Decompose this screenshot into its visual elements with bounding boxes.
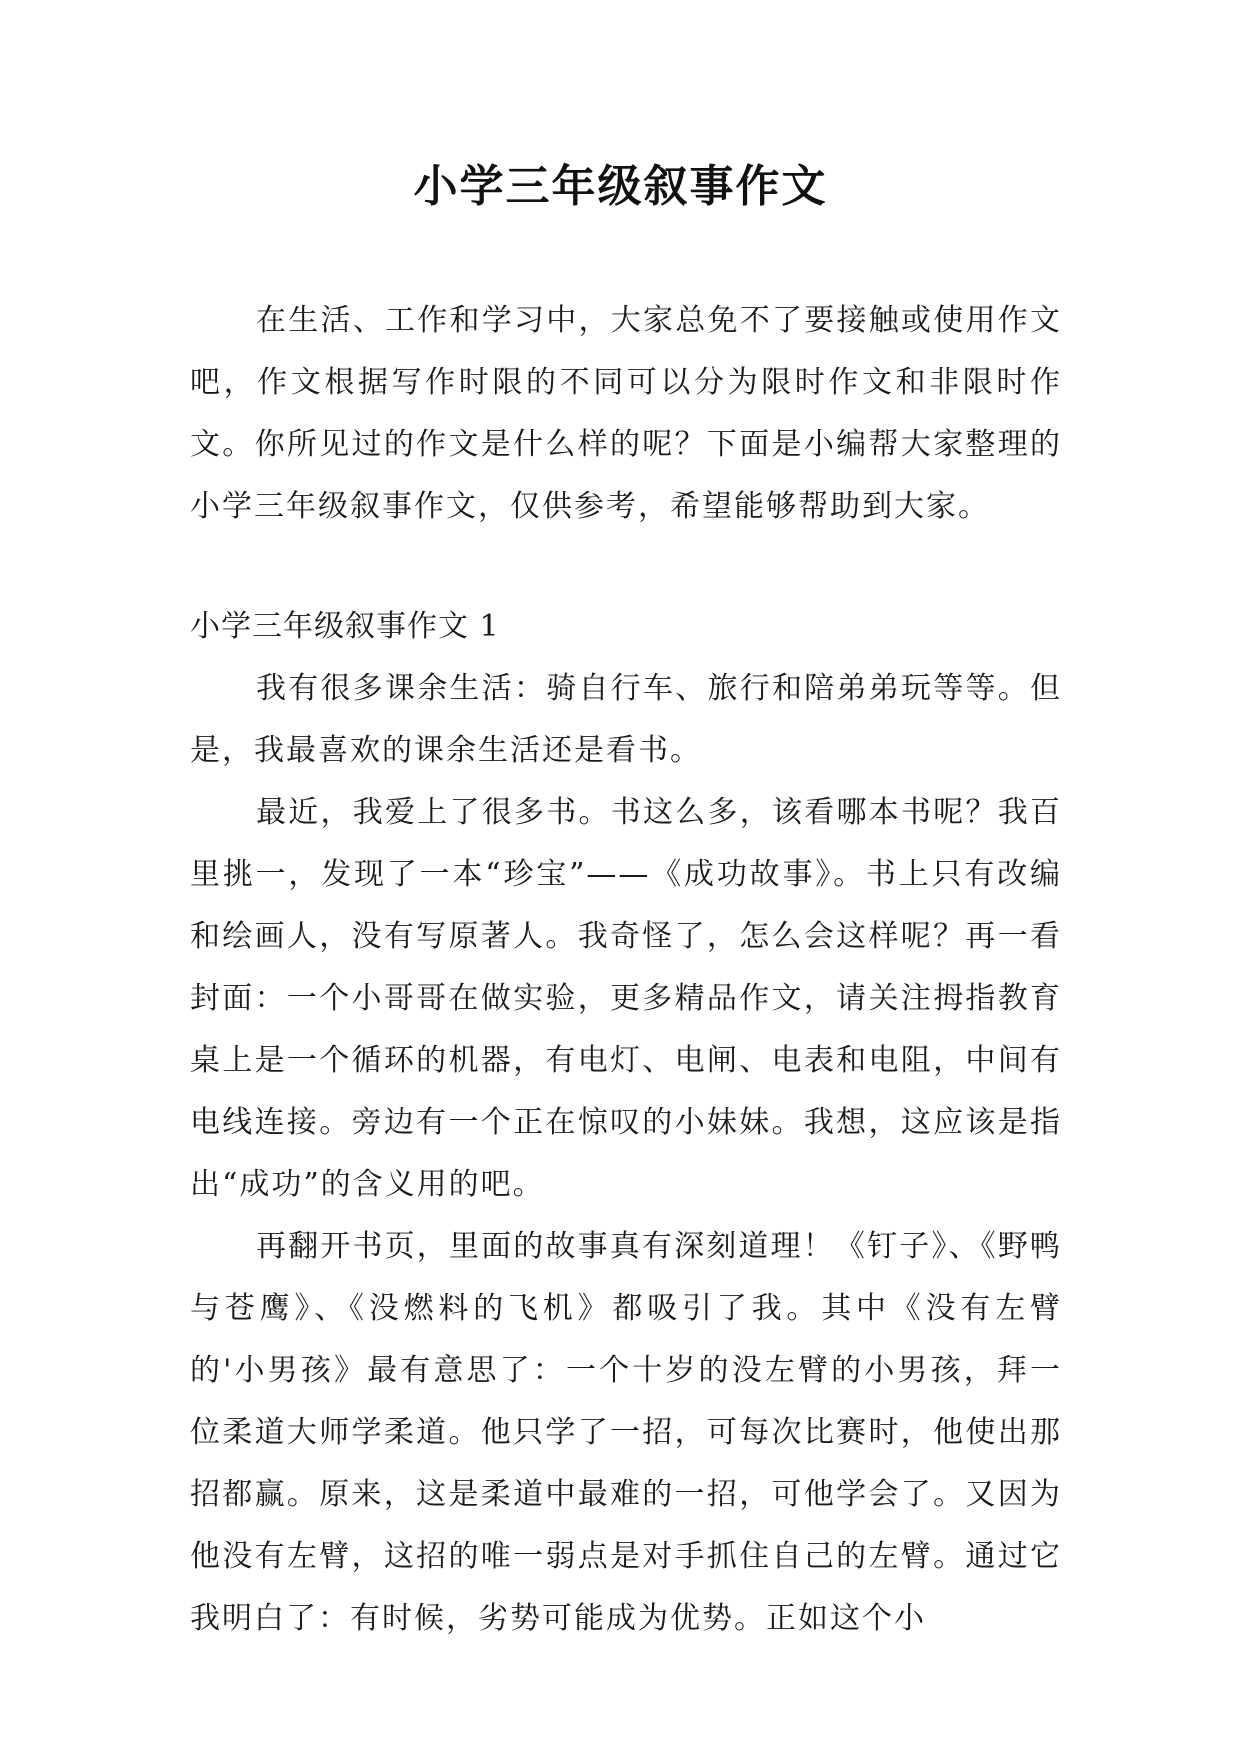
document-body (190, 290, 1062, 1650)
document-title: 小学三年级叙事作文 (413, 161, 828, 212)
intro-paragraph: 在生活、工作和学习中，大家总免不了要接触或使用作文吧，作文根据写作时限的不同可以分为限时作文和非限时作文。你所见过的作文是什么样的呢？下面是小编帮大家整理的小学三年级叙事作文，仅供参考，希望能够帮助到大家。 (190, 303, 1062, 524)
section-heading: 小学三年级叙事作文 1 (190, 609, 500, 644)
body-paragraph: 我有很多课余生活：骑自行车、旅行和陪弟弟玩等等。但是，我最喜欢的课余生活还是看书。 (190, 671, 1062, 768)
body-paragraph: 最近，我爱上了很多书。书这么多，该看哪本书呢？我百里挑一，发现了一本“珍宝”——《成功故事》。书上只有改编和绘画人，没有写原著人。我奇怪了，怎么会这样呢？再一看封面：一个小哥哥在做实验，更多精品作文，请关注拇指教育桌上是一个循环的机器，有电灯、电闸、电表和电阻，中间有电线连接。旁边有一个正在惊叹的小妹妹。我想，这应该是指出“成功”的含义用的吧。 (190, 795, 1062, 1202)
body-paragraph: 再翻开书页，里面的故事真有深刻道理！《钉子》、《野鸭与苍鹰》、《没燃料的飞机》都吸引了我。其中《没有左臂的'小男孩》最有意思了：一个十岁的没左臂的小男孩，拜一位柔道大师学柔道。他只学了一招，可每次比赛时，他使出那招都赢。原来，这是柔道中最难的一招，可他学会了。又因为他没有左臂，这招的唯一弱点是对手抓住自己的左臂。通过它我明白了：有时候，劣势可能成为优势。正如这个小 (190, 1229, 1062, 1636)
